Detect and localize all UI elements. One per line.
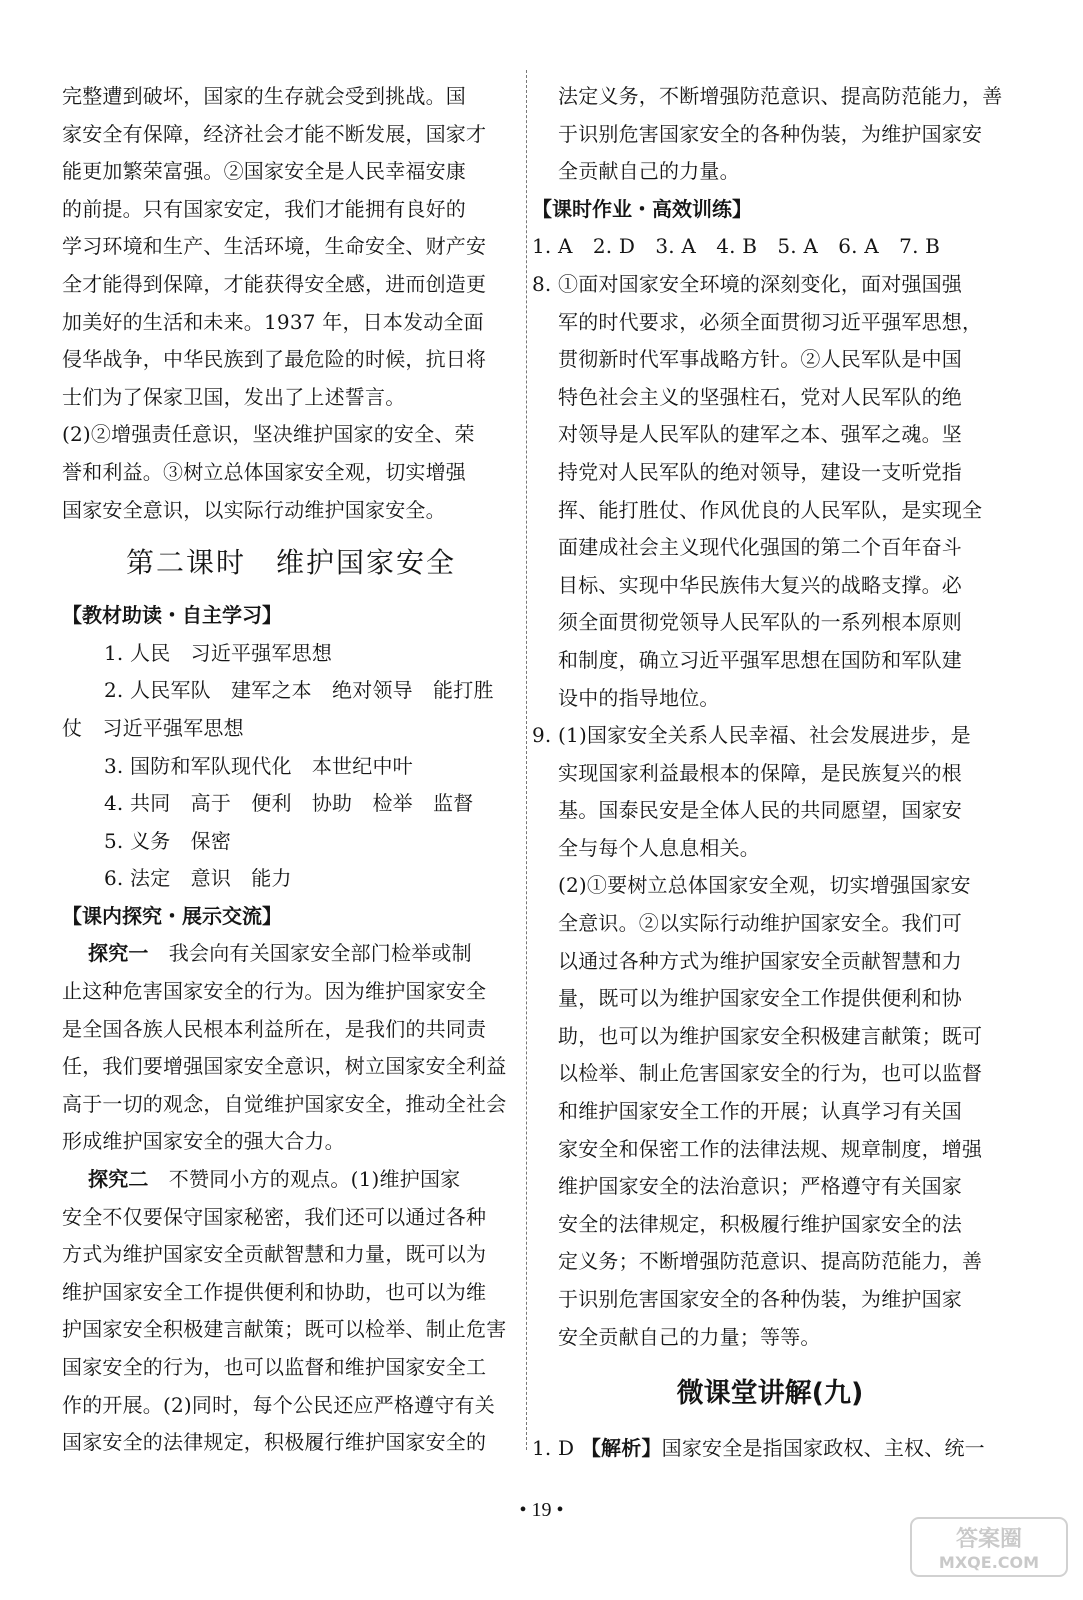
text-line: 的前提。只有国家安定，我们才能拥有良好的: [62, 196, 466, 221]
section-heading-homework: 【课时作业・高效训练】: [532, 196, 752, 221]
answer-line: 5. 义务 保密: [104, 828, 232, 853]
svg-text:MXQE.COM: MXQE.COM: [938, 1553, 1040, 1572]
text-line: 能更加繁荣富强。②国家安全是人民幸福安康: [62, 159, 466, 184]
textbook-answers: [62, 635, 520, 898]
answer-line: 3. 国防和军队现代化 本世纪中叶: [104, 753, 413, 778]
explore-two: [62, 1161, 520, 1462]
text-line: 学习环境和生产、生活环境，生命安全、财产安: [62, 234, 487, 259]
text-line: 维护国家安全的法治意识；严格遵守有关国家: [558, 1174, 962, 1199]
explore-one: [62, 935, 520, 1161]
text-line: 对领导是人民军队的建军之本、强军之魂。坚: [558, 422, 962, 447]
text-line: 侵华战争，中华民族到了最危险的时候，抗日将: [62, 347, 487, 372]
text-line: 全贡献自己的力量。: [558, 159, 740, 184]
text-line: 任，我们要增强国家安全意识，树立国家安全利益: [62, 1054, 507, 1079]
text-line: 法定义务，不断增强防范意识、提高防范能力，善: [558, 84, 1003, 108]
column-divider: [526, 70, 527, 1450]
text-line: 基。国泰民安是全体人民的共同愿望，国家安: [558, 798, 962, 823]
text-line: 9. (1)国家安全关系人民幸福、社会发展进步，是: [532, 723, 971, 748]
text-line: 全与每个人息息相关。: [558, 835, 760, 860]
text-line: 实现国家利益最根本的保障，是民族复兴的根: [558, 760, 962, 785]
svg-text:答案圈: 答案圈: [955, 1527, 1023, 1552]
text-line: 和维护国家安全工作的开展；认真学习有关国: [558, 1099, 962, 1124]
text-line: 安全的法律规定，积极履行维护国家安全的法: [558, 1211, 962, 1236]
right-column: [532, 78, 1008, 1468]
text-line: 国家安全的法律规定，积极履行维护国家安全的: [62, 1430, 487, 1455]
question-9-answer-part-1: [532, 717, 1008, 867]
text-line: 安全贡献自己的力量；等等。: [558, 1324, 821, 1349]
text-line: 方式为维护国家安全贡献智慧和力量，既可以为: [62, 1242, 487, 1267]
explore-two-label: 探究二: [88, 1167, 149, 1192]
text-line: 维护国家安全工作提供便利和协助，也可以为维: [62, 1279, 487, 1304]
explore-one-label: 探究一: [88, 941, 149, 966]
text-line: 护国家安全积极建言献策；既可以检举、制止危害: [62, 1317, 507, 1342]
analysis-line: [532, 1430, 1008, 1468]
text-line: 家安全有保障，经济社会才能不断发展，国家才: [62, 121, 487, 146]
text-line: 目标、实现中华民族伟大复兴的战略支撑。必: [558, 572, 962, 597]
watermark-logo: [909, 1516, 1069, 1578]
text-line: 量，既可以为维护国家安全工作提供便利和协: [558, 986, 962, 1011]
page-number: • 19 •: [519, 1499, 564, 1521]
text-line: 作的开展。(2)同时，每个公民还应严格遵守有关: [62, 1392, 495, 1417]
text-line: 军的时代要求，必须全面贯彻习近平强军思想，: [558, 309, 983, 334]
answer-paragraph-1: [62, 78, 520, 416]
question-number: 1. D: [532, 1436, 575, 1461]
answer-line: 仗 习近平强军思想: [62, 715, 244, 740]
section-heading-textbook: 【教材助读・自主学习】: [62, 603, 282, 628]
text-line: 设中的指导地位。: [558, 685, 720, 710]
text-line: 定义务；不断增强防范意识、提高防范能力，善: [558, 1249, 983, 1274]
text-line: 以检举、制止危害国家安全的行为，也可以监督: [558, 1061, 983, 1086]
text-line: 8. ①面对国家安全环境的深刻变化，面对强国强: [532, 271, 963, 296]
analysis-tag: 【解析】: [580, 1436, 662, 1461]
analysis-text: 国家安全是指国家政权、主权、统一: [661, 1436, 985, 1461]
text-line: (2)①要树立总体国家安全观，切实增强国家安: [558, 873, 971, 898]
text-line: 以通过各种方式为维护国家安全贡献智慧和力: [558, 948, 962, 973]
text-line: 全意识。②以实际行动维护国家安全。我们可: [558, 911, 962, 936]
multiple-choice-answers: 1. A 2. D 3. A 4. B 5. A 6. A 7. B: [532, 234, 941, 259]
text-line: 士们为了保家卫国，发出了上述誓言。: [62, 384, 406, 409]
text-line: 国家安全的行为，也可以监督和维护国家安全工: [62, 1355, 487, 1379]
text-line: 面建成社会主义现代化强国的第二个百年奋斗: [558, 535, 962, 560]
answer-paragraph-2: [62, 416, 520, 529]
micro-lesson-title: 微课堂讲解(九): [676, 1378, 864, 1410]
text-line: 加美好的生活和未来。1937 年，日本发动全面: [62, 309, 484, 334]
text-line: 是全国各族人民根本利益所在，是我们的共同责: [62, 1016, 487, 1041]
text-line: 助，也可以为维护国家安全积极建言献策；既可: [558, 1023, 983, 1048]
text-line: 须全面贯彻党领导人民军队的一系列根本原则: [558, 610, 962, 635]
text-line: 家安全和保密工作的法律法规、规章制度，增强: [558, 1136, 983, 1161]
text-line: 完整遭到破坏，国家的生存就会受到挑战。国: [62, 84, 466, 108]
section-heading-explore: 【课内探究・展示交流】: [62, 903, 282, 928]
answer-line: 1. 人民 习近平强军思想: [104, 640, 333, 665]
left-column: [62, 78, 520, 1462]
continued-paragraph: [532, 78, 1008, 191]
text-line: 不赞同小方的观点。(1)维护国家: [148, 1167, 461, 1192]
answer-line: 2. 人民军队 建军之本 绝对领导 能打胜: [104, 678, 494, 703]
text-line: 我会向有关国家安全部门检举或制: [148, 941, 472, 966]
text-line: 特色社会主义的坚强柱石，党对人民军队的绝: [558, 384, 962, 409]
text-line: 贯彻新时代军事战略方针。②人民军队是中国: [558, 347, 962, 372]
text-line: 国家安全意识，以实际行动维护国家安全。: [62, 497, 446, 522]
text-line: 于识别危害国家安全的各种伪装，为维护国家: [558, 1287, 962, 1311]
lesson-title: 第二课时 维护国家安全: [125, 546, 456, 580]
text-line: 誉和利益。③树立总体国家安全观，切实增强: [62, 459, 466, 484]
text-line: 持党对人民军队的绝对领导，建设一支听党指: [558, 459, 962, 484]
text-line: (2)②增强责任意识，坚决维护国家的安全、荣: [62, 422, 475, 447]
answer-line: 4. 共同 高于 便利 协助 检举 监督: [104, 791, 474, 816]
question-8-answer: [532, 266, 1008, 717]
text-line: 全才能得到保障，才能获得安全感，进而创造更: [62, 271, 487, 296]
text-line: 高于一切的观念，自觉维护国家安全，推动全社会: [62, 1091, 507, 1116]
text-line: 止这种危害国家安全的行为。因为维护国家安全: [62, 979, 487, 1004]
text-line: 于识别危害国家安全的各种伪装，为维护国家安: [558, 121, 983, 146]
text-line: 和制度，确立习近平强军思想在国防和军队建: [558, 647, 962, 672]
text-line: 形成维护国家安全的强大合力。: [62, 1129, 345, 1154]
question-9-answer-part-2: [532, 867, 1008, 1356]
answer-line: 6. 法定 意识 能力: [104, 866, 292, 891]
text-line: 安全不仅要保守国家秘密，我们还可以通过各种: [62, 1204, 487, 1229]
text-line: 挥、能打胜仗、作风优良的人民军队，是实现全: [558, 497, 983, 522]
